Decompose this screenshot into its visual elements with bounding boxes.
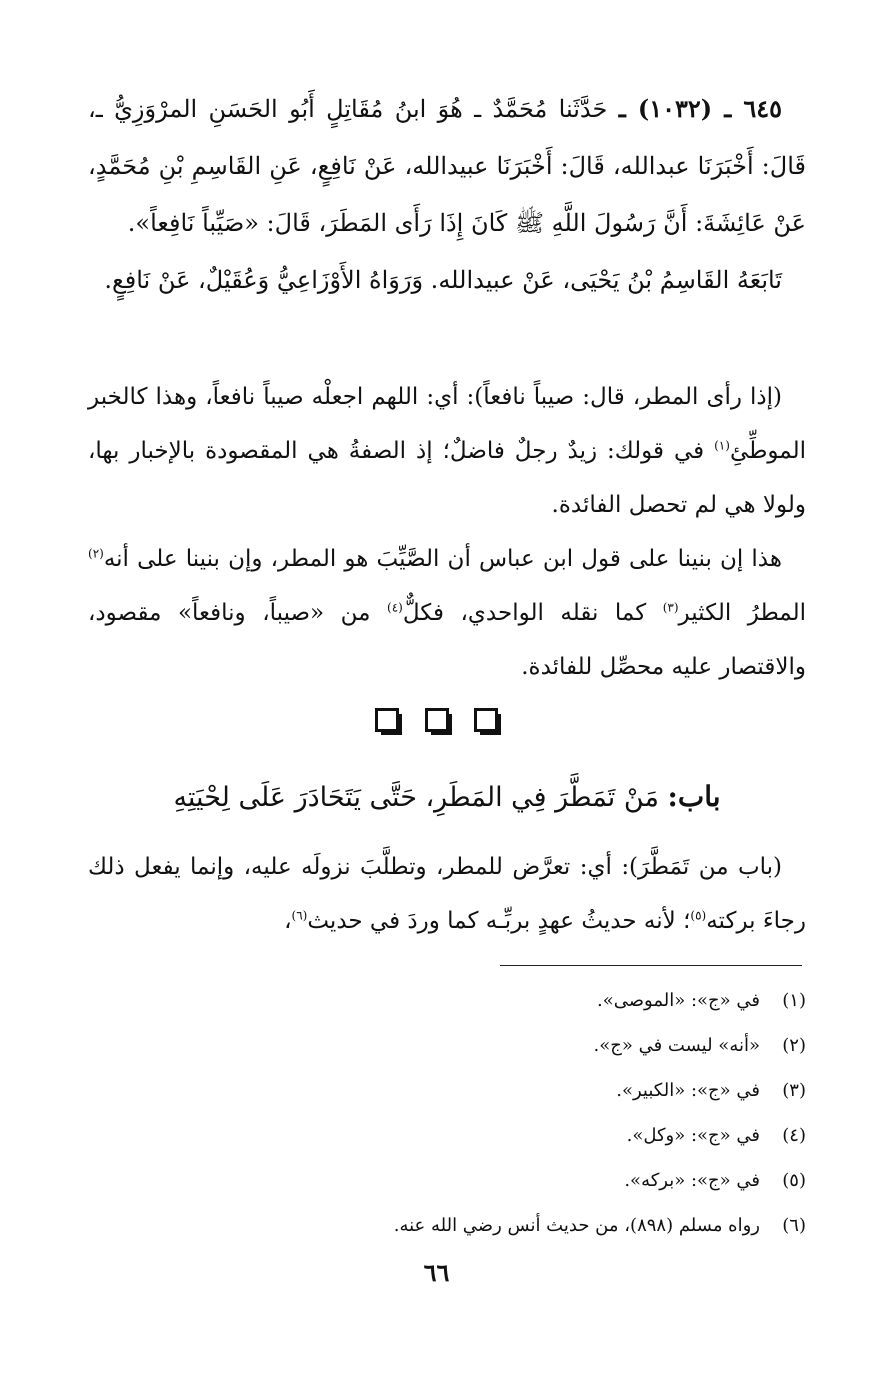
commentary-paragraph-2 [88, 532, 806, 694]
footnotes-list [88, 978, 806, 1248]
commentary-2-text-b: المطرُ الكثير [678, 600, 807, 626]
footnote-text: في «ج»: «الكبير». [616, 1080, 760, 1101]
square-ornament-icon [474, 708, 498, 732]
square-ornament-icon [425, 708, 449, 732]
hadith-paragraph [88, 80, 806, 252]
footnote-number: (٤) [782, 1125, 806, 1146]
footnote-text: رواه مسلم (٨٩٨)، من حديث أنس رضي الله عنه. [393, 1215, 760, 1236]
footnote-ref-4: (٤) [387, 600, 403, 615]
commentary-paragraph-1 [88, 370, 806, 532]
footnote-number: (٢) [782, 1035, 806, 1056]
footnote-number: (٦) [782, 1215, 806, 1236]
footnote-item [88, 1203, 806, 1248]
chapter-heading [88, 772, 806, 823]
footnote-ref-5: (٥) [690, 908, 707, 923]
footnote-ref-3: (٣) [662, 600, 679, 615]
hadith-number: ٦٤٥ ـ (١٠٣٢) ـ [618, 94, 782, 123]
hadith-text: حَدَّثَنا مُحَمَّدٌ ـ هُوَ ابنُ مُقَاتِلٍ أَبُو الحَسَنِ المرْوَزِيُّ ـ، قَالَ: أَخْبَرَنَا عبدالله، قَالَ: أَخْبَرَنَا عبيدالله، عَنْ نَافِعٍ، عَنِ القَاسِمِ بْنِ مُحَمَّدٍ، عَنْ عَائِشَةَ: أَنَّ رَسُولَ اللَّهِ ﷺ كَانَ إِذَا رَأَى المَطَرَ، قَالَ: «صَيِّباً نَافِعاً». [88, 95, 806, 237]
footnote-ref-1: (١) [714, 438, 730, 453]
footnote-number: (٣) [782, 1080, 806, 1101]
footnote-item [88, 978, 806, 1023]
footnote-item [88, 1113, 806, 1158]
commentary-3-text-b: ؛ لأنه حديثُ عهدٍ بربِّـه كما وردَ في حديث [307, 908, 691, 934]
commentary-3-text-a: (باب من تَمَطَّرَ): أي: تعرَّض للمطر، وتطلَّبَ نزولَه عليه، وإنما يفعل ذلك رجاءَ بركته [88, 854, 806, 934]
footnote-ref-2: (٢) [88, 546, 104, 561]
commentary-2-text-c: كما نقله الواحدي، فكلٌّ [402, 600, 663, 626]
commentary-2-text-d: من «صيباً، ونافعاً» مقصود، والاقتصار عليه محصِّل للفائدة. [88, 600, 806, 680]
commentary-2-text-a: هذا إن بنينا على قول ابن عباس أن الصَّيِّبَ هو المطر، وإن بنينا على أنه [103, 546, 782, 572]
footnote-ref-6: (٦) [291, 908, 308, 923]
footnote-item [88, 1068, 806, 1113]
page-number: ٦٦ [423, 1258, 450, 1287]
footnote-separator [500, 965, 802, 966]
footnote-number: (٥) [782, 1170, 806, 1191]
commentary-1-text-b: في قولك: زيدٌ رجلٌ فاضلٌ؛ إذ الصفةُ هي المقصودة بالإخبار بها، ولولا هي لم تحصل الفائدة. [88, 438, 806, 518]
chapter-heading-label: باب: [667, 780, 721, 813]
footnote-number: (١) [782, 990, 806, 1011]
square-ornament-icon [375, 708, 399, 732]
footnote-text: «أنه» ليست في «ج». [593, 1035, 760, 1056]
footnote-item [88, 1158, 806, 1203]
footnote-text: في «ج»: «وكل». [626, 1125, 760, 1146]
hadith-mutaba-paragraph: تَابَعَهُ القَاسِمُ بْنُ يَحْيَى، عَنْ عبيدالله. وَرَوَاهُ الأَوْزَاعِيُّ وَعُقَيْلٌ، عَنْ نَافِعٍ. [104, 266, 782, 294]
footnote-text: في «ج»: «الموصى». [597, 990, 760, 1011]
footnote-text: في «ج»: «بركه». [624, 1170, 760, 1191]
chapter-heading-title: مَنْ تَمَطَّرَ فِي المَطَرِ، حَتَّى يَتَحَادَرَ عَلَى لِحْيَتِهِ [173, 782, 659, 813]
commentary-paragraph-3 [88, 840, 806, 948]
commentary-3-text-c: ، [284, 908, 292, 934]
footnote-item [88, 1023, 806, 1068]
commentary-1-text-a: (إذا رأى المطر، قال: صيباً نافعاً): أي: اللهم اجعلْه صيباً نافعاً، وهذا كالخبر الموطِّئِ [88, 384, 806, 464]
section-divider-ornament [0, 708, 873, 736]
